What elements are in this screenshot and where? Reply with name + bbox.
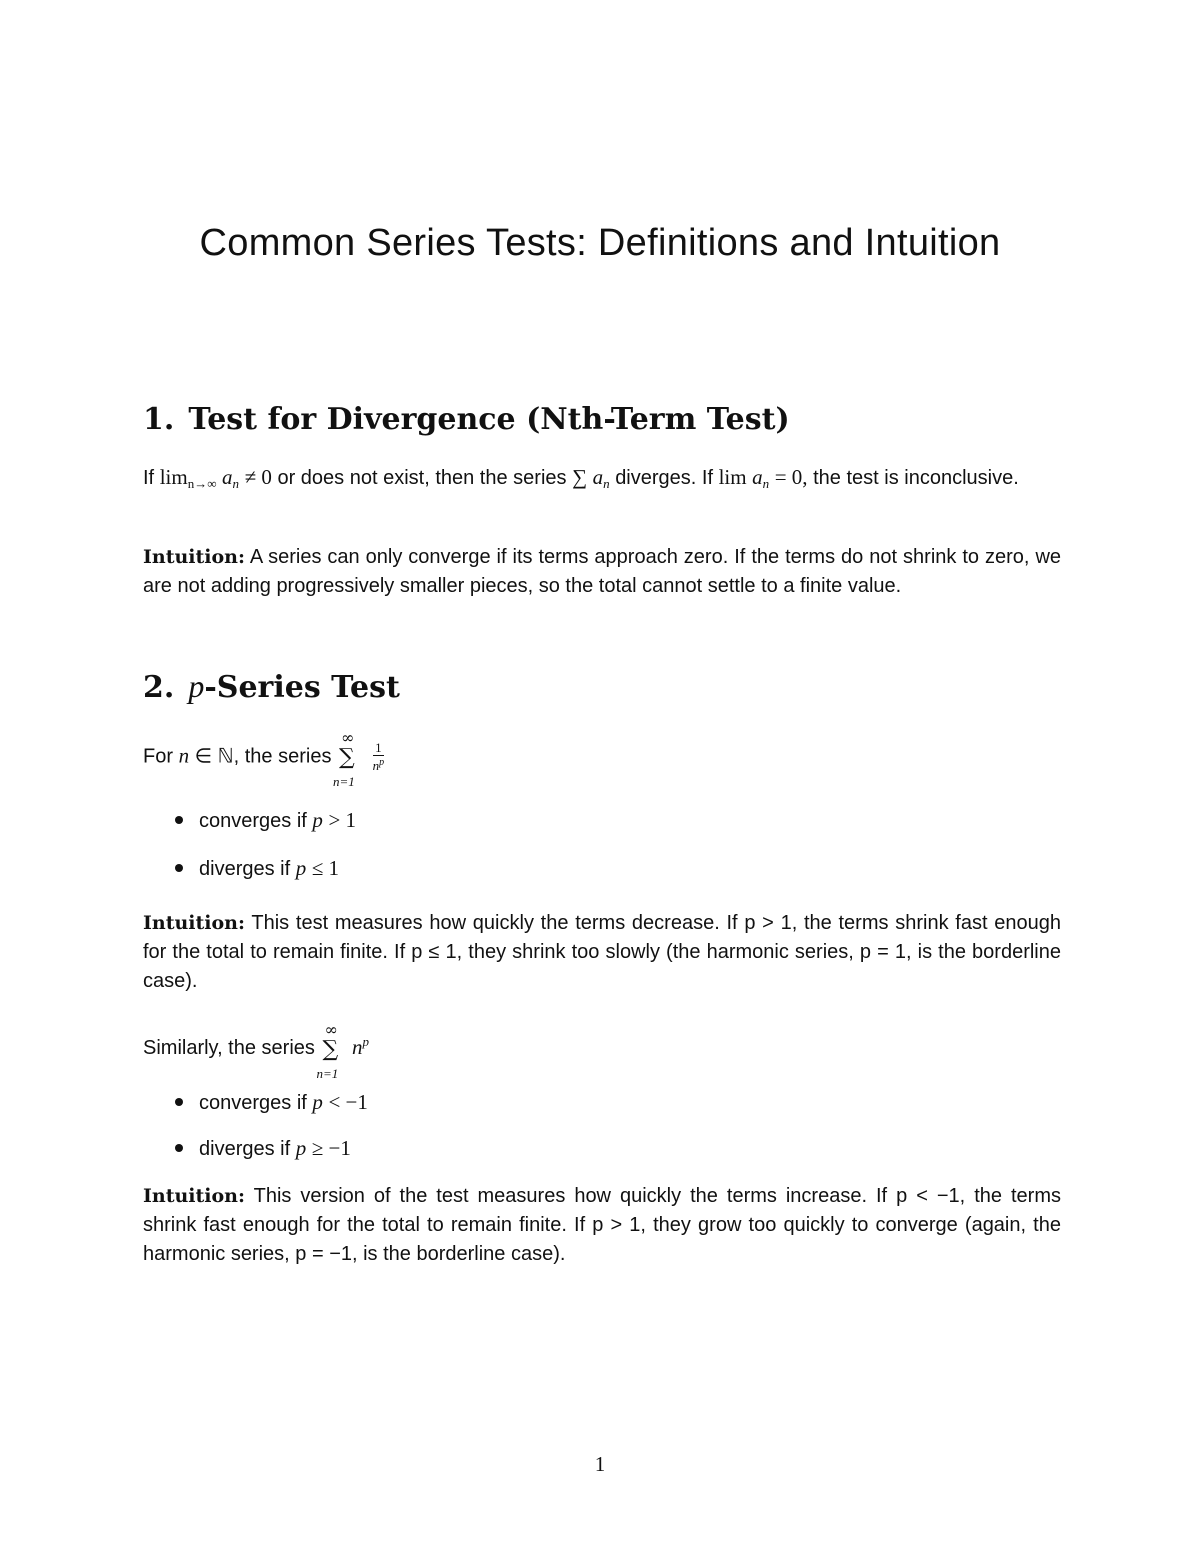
- bullet-icon: [175, 816, 183, 824]
- growing-series-intuition: Intuition: This version of the test measures how quickly the terms increase. If p < −1, the terms shrink fast enough for the total to remain finite. If p > 1, they grow too quickly to converge (again, the harmonic series, p = −1, is the borderline case).: [143, 1185, 1061, 1265]
- intuition-label: Intuition:: [143, 912, 246, 934]
- summation-symbol: ∞ ∑ n=1: [333, 728, 355, 789]
- bullet-icon: [175, 1098, 183, 1106]
- section-1-number: 1.: [143, 402, 175, 437]
- similar-series-intro: Similarly, the series ∞ ∑ n=1 $n^p$: [143, 1019, 370, 1081]
- summation-symbol: ∞ ∑ n=1: [316, 1019, 339, 1081]
- list-item: diverges if p ≥ −1: [175, 1136, 351, 1161]
- list-item: diverges if p ≤ 1: [175, 856, 339, 881]
- section-1-heading: [143, 402, 790, 437]
- p-series-intuition: Intuition: This test measures how quickly the terms decrease. If p > 1, the terms shrink fast enough for the total to remain finite. If p ≤ 1, they shrink too slowly (the harmonic series, p = 1, is the borderline case).: [143, 912, 1061, 992]
- divergence-intuition: Intuition: A series can only converge if its terms approach zero. If the terms do not shrink to zero, we are not adding progressively smaller pieces, so the total cannot settle to a finite value.: [143, 546, 1062, 597]
- fraction-one-over-n-p: $\frac{1}{n^p}$: [372, 740, 385, 773]
- page-number: 1: [594, 1452, 606, 1476]
- document-title: Common Series Tests: Definitions and Intuition: [199, 222, 1001, 264]
- divergence-definition: If $\lim_{n\to\infty} a_n \ne 0$ or does not exist, then the series ∑ $a_n$ diverges. If $\lim a_n = 0$, the test is inconclusive.: [143, 465, 1019, 491]
- list-item: converges if p > 1: [175, 808, 356, 833]
- section-2-number: 2.: [143, 670, 175, 705]
- p-series-intro: For n ∈ ℕ, the series ∞ ∑ n=1 $\frac{1}{n^p}$: [143, 728, 385, 789]
- section-2-title: -Series Test: [204, 670, 400, 705]
- intuition-label: Intuition:: [143, 546, 246, 568]
- intuition-label: Intuition:: [143, 1185, 246, 1207]
- bullet-icon: [175, 864, 183, 872]
- bullet-icon: [175, 1144, 183, 1152]
- section-1-title: Test for Divergence (Nth-Term Test): [188, 402, 790, 437]
- section-2-heading: 2. p-Series Test: [143, 668, 400, 705]
- list-item: converges if p < −1: [175, 1090, 368, 1115]
